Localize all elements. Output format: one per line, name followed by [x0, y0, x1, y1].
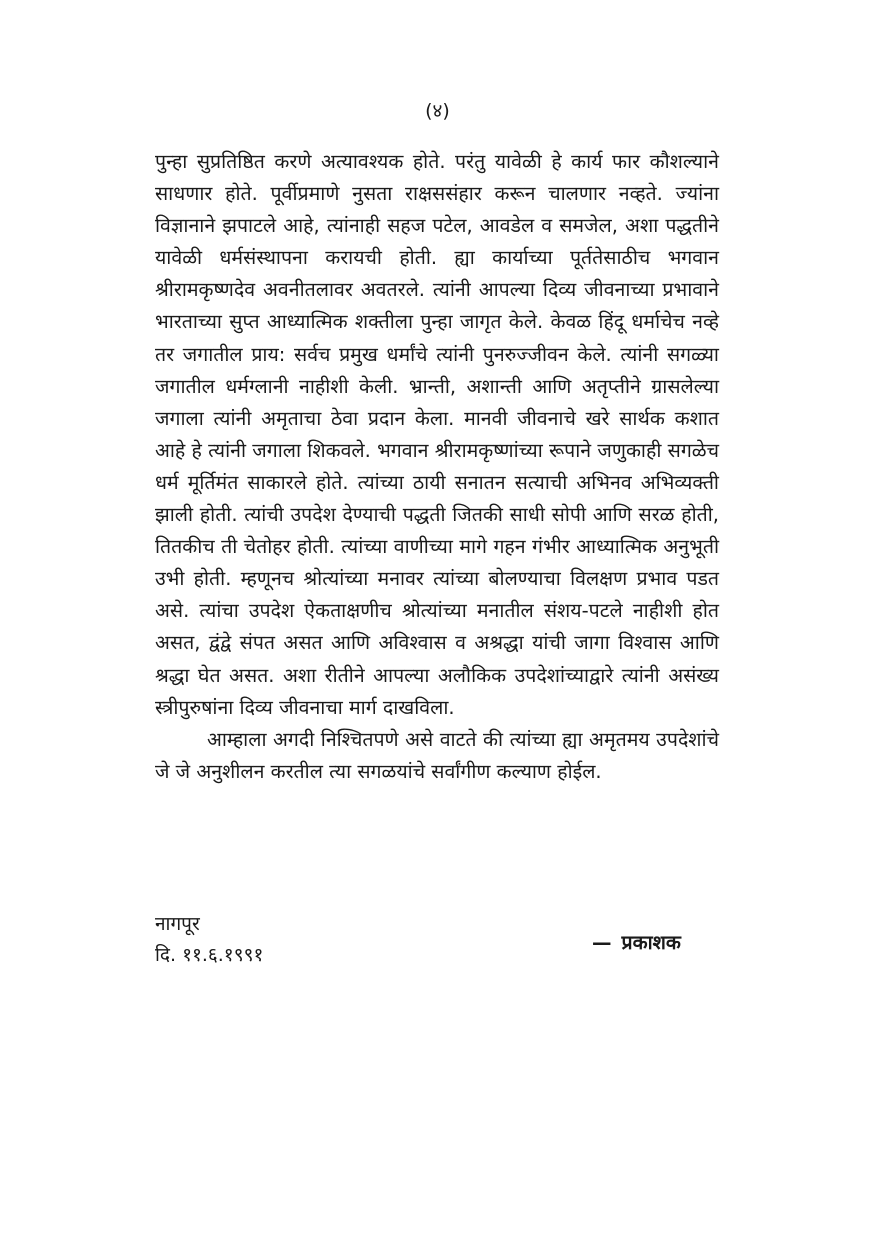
signature-name: प्रकाशक	[621, 931, 681, 954]
page-number: (४)	[425, 100, 450, 122]
body-text	[155, 146, 719, 788]
paragraph-1: पुन्हा सुप्रतिष्ठित करणे अत्यावश्यक होते. परंतु यावेळी हे कार्य फार कौशल्याने साधणार होते. पूर्वीप्रमाणे नुसता राक्षससंहार करून चालणार नव्हते. ज्यांना विज्ञानाने झपाटले आहे, त्यांनाही सहज पटेल, आवडेल व समजेल, अशा पद्धतीने यावेळी धर्मसंस्थापना करायची होती. ह्या कार्याच्या पूर्ततेसाठीच भगवान श्रीरामकृष्णदेव अवनीतलावर अवतरले. त्यांनी आपल्या दिव्य जीवनाच्या प्रभावाने भारताच्या सुप्त आध्यात्मिक शक्तीला पुन्हा जागृत केले. केवळ हिंदू धर्माचेच नव्हे तर जगातील प्राय: सर्वच प्रमुख धर्मांचे त्यांनी पुनरुज्जीवन केले. त्यांनी सगळ्या जगातील धर्मग्लानी नाहीशी केली. भ्रान्ती, अशान्ती आणि अतृप्तीने ग्रासलेल्या जगाला त्यांनी अमृताचा ठेवा प्रदान केला. मानवी जीवनाचे खरे सार्थक कशात आहे हे त्यांनी जगाला शिकवले. भगवान श्रीरामकृष्णांच्या रूपाने जणुकाही सगळेच धर्म मूर्तिमंत साकारले होते. त्यांच्या ठायी सनातन सत्याची अभिनव अभिव्यक्ती झाली होती. त्यांची उपदेश देण्याची पद्धती जितकी साधी सोपी आणि सरळ होती, तितकीच ती चेतोहर होती. त्यांच्या वाणीच्या मागे गहन गंभीर आध्यात्मिक अनुभूती उभी होती. म्हणूनच श्रोत्यांच्या मनावर त्यांच्या बोलण्याचा विलक्षण प्रभाव पडत असे. त्यांचा उपदेश ऐकताक्षणीच श्रोत्यांच्या मनातील संशय-पटले नाहीशी होत असत, द्वंद्वे संपत असत आणि अविश्वास व अश्रद्धा यांची जागा विश्वास आणि श्रद्धा घेत असत. अशा रीतीने आपल्या अलौकिक उपदेशांच्याद्वारे त्यांनी असंख्य स्त्रीपुरुषांना दिव्य जीवनाचा मार्ग दाखविला.	[155, 150, 719, 719]
publisher-signature	[592, 929, 681, 957]
date-line: दि. ११.६.१९९१	[155, 944, 264, 966]
place-name: नागपूर	[155, 913, 200, 935]
signature-dash: —	[592, 931, 612, 954]
paragraph-2: आम्हाला अगदी निश्चितपणे असे वाटते की त्यांच्या ह्या अमृतमय उपदेशांचे जे जे अनुशीलन करतील त्या सगळयांचे सर्वांगीण कल्याण होईल.	[155, 727, 719, 783]
